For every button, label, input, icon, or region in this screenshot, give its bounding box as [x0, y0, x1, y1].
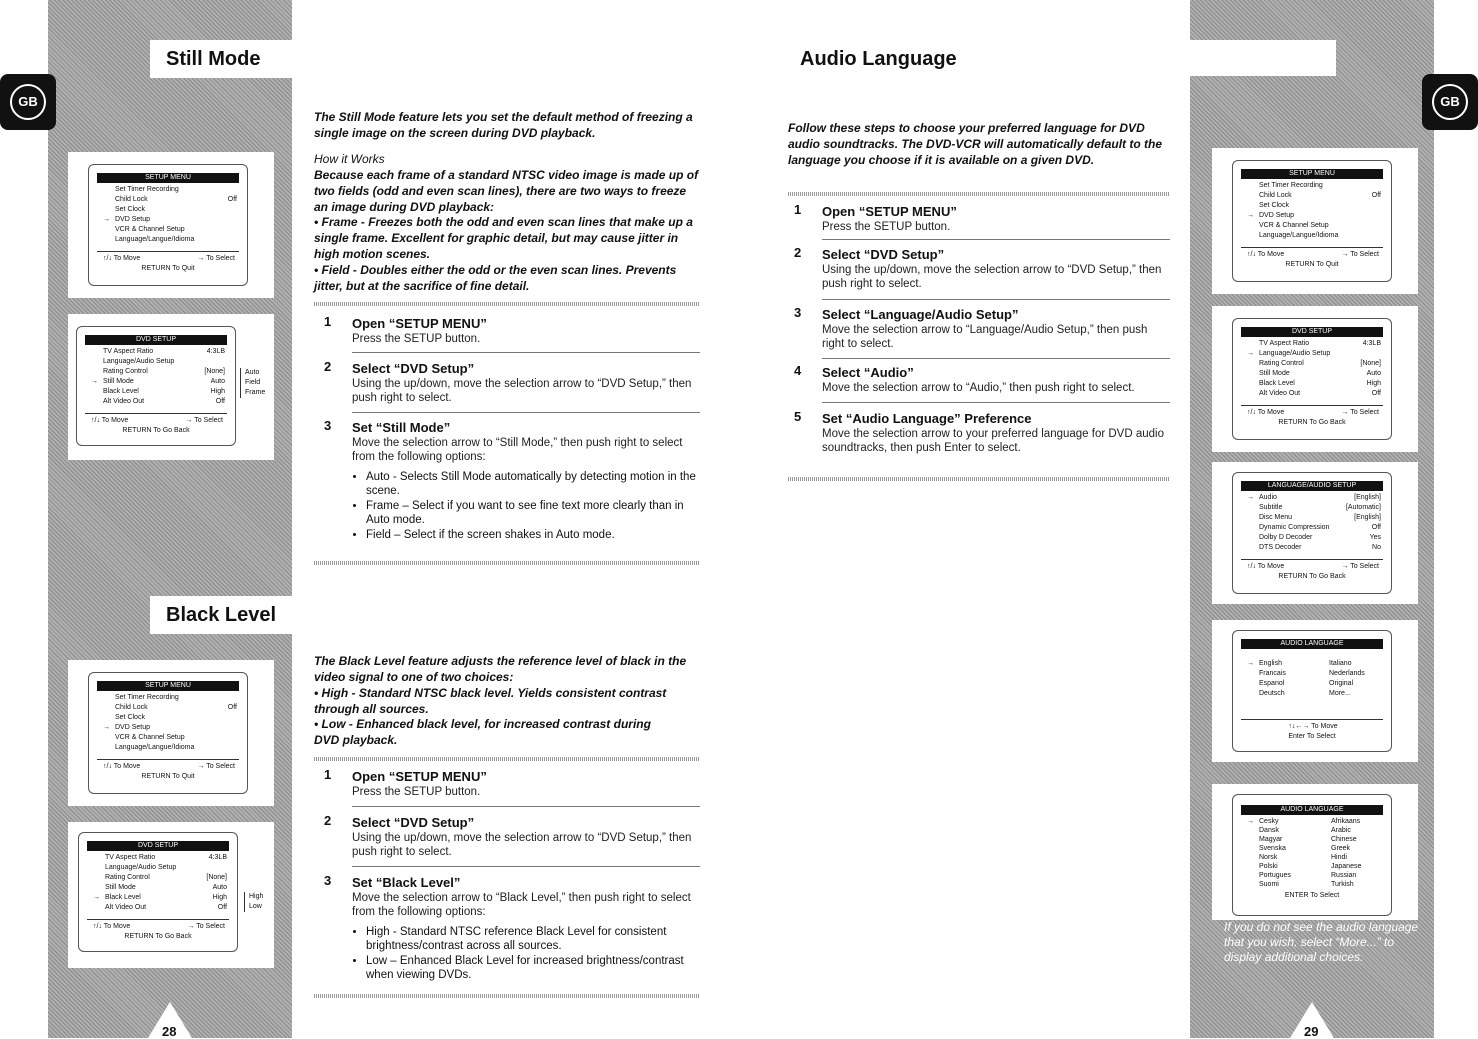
step-number: 3: [324, 873, 332, 888]
option-label: Frame: [245, 389, 266, 396]
osd-row-value: [English]: [1354, 494, 1381, 501]
step-title: Select “DVD Setup”: [352, 361, 475, 376]
osd-row-value: [None]: [1360, 360, 1381, 367]
gb-badge-right: [1422, 74, 1478, 130]
osd-row-label: Set Timer Recording: [1259, 182, 1323, 189]
osd-back: RETURN To Go Back: [1278, 573, 1346, 580]
title-tab-extension: [1190, 40, 1336, 76]
osd-row-value: More...: [1329, 690, 1351, 697]
osd-row-value: High: [1366, 380, 1381, 387]
step-text: Move the selection arrow to “Language/Audio Setup,” then push right to select.: [822, 324, 1148, 350]
osd-header: AUDIO LANGUAGE: [1241, 639, 1383, 649]
osd-header: LANGUAGE/AUDIO SETUP: [1241, 481, 1383, 491]
osd-enter: ENTER To Select: [1284, 892, 1340, 899]
step-title: Set “Black Level”: [352, 875, 461, 890]
osd-row-value: Off: [217, 904, 227, 911]
option-label: High: [249, 893, 264, 900]
osd-quit: RETURN To Quit: [141, 265, 195, 272]
osd-row-value: Off: [1371, 524, 1381, 531]
osd-row-value: High: [212, 894, 227, 901]
step-title: Open “SETUP MENU”: [822, 204, 957, 219]
page-number-left: 28: [162, 1024, 177, 1039]
osd-row-label: Disc Menu: [1259, 514, 1293, 521]
black-step-1: [324, 768, 700, 799]
osd-move: ↑/↓ To Move: [1247, 409, 1285, 416]
osd-row-label: Dolby D Decoder: [1259, 534, 1313, 541]
step-number: 4: [794, 363, 802, 378]
osd-row-value: [None]: [204, 368, 225, 375]
osd-move: ↑/↓ To Move: [93, 923, 131, 930]
step-text: Using the up/down, move the selection arrow to “DVD Setup,” then push right to select.: [352, 832, 692, 858]
osd-header: SETUP MENU: [97, 681, 239, 691]
still-mode-intro: The Still Mode feature lets you set the default method of freezing a single image on the screen during DVD playback.: [314, 110, 693, 140]
osd-row-label: Language/Audio Setup: [105, 864, 177, 871]
step-text: Press the SETUP button.: [352, 333, 481, 345]
osd-back: RETURN To Go Back: [1278, 419, 1346, 426]
osd-row-label: Portugues: [1259, 872, 1291, 879]
step-title: Select “Language/Audio Setup”: [822, 307, 1019, 322]
separator: [788, 477, 1170, 481]
osd-row-value: Turkish: [1331, 881, 1354, 888]
still-how-body: Because each frame of a standard NTSC video image is made up of two fields (odd and even scan lines), there are two ways to freeze an image during DVD playback:: [314, 168, 699, 214]
osd-row-label: VCR & Channel Setup: [115, 734, 185, 741]
osd-row-value: Nederlands: [1329, 670, 1365, 677]
option-item: • Frame – Select if you want to see fine text more clearly than in Auto mode.: [366, 499, 700, 527]
step-divider: [352, 412, 700, 413]
osd-setup-menu: [88, 672, 248, 794]
osd-row-label: Norsk: [1259, 854, 1278, 861]
step-title: Select “Audio”: [822, 365, 914, 380]
osd-row-value: Japanese: [1331, 863, 1362, 870]
osd-row-label: Subtitle: [1259, 504, 1283, 511]
osd-row-value: Off: [1371, 192, 1381, 199]
osd-row-label: Black Level: [1259, 380, 1295, 387]
osd-back: RETURN To Go Back: [124, 933, 192, 940]
black-level-intro: The Black Level feature adjusts the reference level of black in the video signal to one of two choices:: [314, 654, 687, 684]
osd-header: DVD SETUP: [1241, 327, 1383, 337]
osd-row-value: Afrikaans: [1331, 818, 1361, 825]
osd-row-value: No: [1372, 544, 1381, 551]
osd-row-label: Rating Control: [105, 874, 150, 881]
step-text: Press the SETUP button.: [352, 786, 481, 798]
step-title: Select “DVD Setup”: [352, 815, 475, 830]
osd-row-value: [None]: [206, 874, 227, 881]
osd-row-label: → Language/Audio Setup: [1259, 350, 1331, 357]
black-step-3: [324, 874, 700, 983]
step-number: 5: [794, 409, 802, 424]
step-number: 3: [794, 305, 802, 320]
osd-move: ↑/↓ To Move: [1247, 251, 1285, 258]
osd-move: ↑/↓ To Move: [103, 763, 141, 770]
step-text: Move the selection arrow to “Audio,” then push right to select.: [822, 382, 1135, 394]
still-step-2: [324, 360, 700, 405]
more-languages-note: If you do not see the audio language that you wish, select “More...” to display additional choices.: [1224, 920, 1419, 964]
osd-row-label: Language/Langue/Idioma: [1259, 232, 1339, 239]
step-number: 3: [324, 418, 332, 433]
osd-quit: RETURN To Quit: [1285, 261, 1339, 268]
step-title: Open “SETUP MENU”: [352, 316, 487, 331]
osd-audio-language-more: [1232, 794, 1392, 916]
osd-row-value: [Automatic]: [1345, 504, 1381, 511]
step-title: Select “DVD Setup”: [822, 247, 945, 262]
osd-dvd-setup: [78, 832, 238, 952]
osd-setup-menu: [1232, 160, 1392, 282]
step-divider: [822, 402, 1170, 403]
still-step-1: [324, 315, 700, 346]
step-text: Move the selection arrow to your preferred language for DVD audio soundtracks, then push Enter to select.: [822, 428, 1164, 454]
black-level-title: Black Level: [150, 596, 308, 634]
still-how-title: How it Works: [314, 152, 385, 166]
osd-row-value: 4:3LB: [208, 854, 227, 861]
osd-row-value: Auto: [210, 378, 225, 385]
step-number: 2: [324, 359, 332, 374]
step-number: 1: [324, 767, 332, 782]
osd-row-value: Off: [1371, 390, 1381, 397]
osd-row-label: TV Aspect Ratio: [103, 348, 154, 355]
osd-row-label: Set Clock: [115, 714, 145, 721]
osd-row-label: Francais: [1259, 670, 1286, 677]
osd-row-label: Deutsch: [1259, 690, 1285, 697]
osd-row-label: VCR & Channel Setup: [1259, 222, 1329, 229]
step-number: 2: [324, 813, 332, 828]
audio-language-title: Audio Language: [786, 40, 1332, 78]
osd-row-label: → English: [1259, 660, 1282, 667]
audio-step-2: [794, 246, 1170, 291]
step-text: Press the SETUP button.: [822, 221, 951, 233]
osd-row-value: Arabic: [1331, 827, 1351, 834]
osd-row-label: Set Clock: [1259, 202, 1289, 209]
osd-row-label: Set Timer Recording: [115, 694, 179, 701]
step-title: Open “SETUP MENU”: [352, 769, 487, 784]
option-item: • Field – Select if the screen shakes in Auto mode.: [366, 528, 700, 542]
step-divider: [352, 866, 700, 867]
step-divider: [352, 806, 700, 807]
step-text: Move the selection arrow to “Still Mode,” then push right to select from the following options:: [352, 437, 683, 463]
osd-row-label: Polski: [1259, 863, 1278, 870]
osd-row-value: High: [210, 388, 225, 395]
osd-row-value: Greek: [1331, 845, 1351, 852]
osd-row-label: Svenska: [1259, 845, 1286, 852]
osd-audio-language: [1232, 630, 1392, 752]
option-item: • Low – Enhanced Black Level for increased brightness/contrast when viewing DVDs.: [366, 954, 700, 982]
still-mode-options: [240, 368, 265, 398]
step-divider: [822, 299, 1170, 300]
step-text: Using the up/down, move the selection arrow to “DVD Setup,” then push right to select.: [822, 264, 1162, 290]
osd-row-label: Alt Video Out: [105, 904, 147, 911]
osd-row-label: Still Mode: [105, 884, 136, 891]
osd-back: RETURN To Go Back: [122, 427, 190, 434]
osd-header: DVD SETUP: [85, 335, 227, 345]
step-title: Set “Still Mode”: [352, 420, 451, 435]
audio-step-1: [794, 203, 1170, 234]
osd-row-label: Dansk: [1259, 827, 1279, 834]
osd-select: → To Select: [197, 763, 235, 770]
still-bullet-frame: • Frame - Freezes both the odd and even scan lines that make up a single frame. Excellent for graphic detail, but may cause jitter in high motion scenes.: [314, 215, 693, 261]
audio-step-3: [794, 306, 1170, 351]
osd-row-value: Yes: [1369, 534, 1381, 541]
osd-row-label: TV Aspect Ratio: [105, 854, 156, 861]
osd-select: → To Select: [1341, 409, 1379, 416]
osd-row-label: → Still Mode: [103, 378, 134, 385]
separator: [314, 302, 700, 306]
osd-quit: RETURN To Quit: [141, 773, 195, 780]
step-divider: [822, 358, 1170, 359]
osd-row-value: Off: [215, 398, 225, 405]
step-text: Move the selection arrow to “Black Level,” then push right to select from the following options:: [352, 892, 691, 918]
osd-row-label: Language/Langue/Idioma: [115, 744, 195, 751]
audio-step-4: [794, 364, 1170, 395]
osd-enter: Enter To Select: [1288, 733, 1336, 740]
osd-row-label: Suomi: [1259, 881, 1279, 888]
osd-row-value: Italiano: [1329, 660, 1352, 667]
osd-row-label: Rating Control: [1259, 360, 1304, 367]
osd-row-label: Set Clock: [115, 206, 145, 213]
osd-row-label: Magyar: [1259, 836, 1283, 843]
step-text: Using the up/down, move the selection arrow to “DVD Setup,” then push right to select.: [352, 378, 692, 404]
osd-row-label: → DVD Setup: [115, 724, 151, 731]
osd-row-value: Original: [1329, 680, 1354, 687]
osd-row-label: Rating Control: [103, 368, 148, 375]
osd-row-label: → DVD Setup: [115, 216, 151, 223]
osd-row-label: VCR & Channel Setup: [115, 226, 185, 233]
osd-move: ↑/↓ To Move: [103, 255, 141, 262]
osd-row-value: Auto: [212, 884, 227, 891]
step-number: 2: [794, 245, 802, 260]
step-title: Set “Audio Language” Preference: [822, 411, 1032, 426]
osd-move: ↑/↓ To Move: [1247, 563, 1285, 570]
osd-dvd-setup: [1232, 318, 1392, 440]
still-mode-title: Still Mode: [150, 40, 308, 78]
osd-row-value: Off: [227, 196, 237, 203]
osd-header: AUDIO LANGUAGE: [1241, 805, 1383, 815]
osd-header: SETUP MENU: [97, 173, 239, 183]
black-level-options: [244, 892, 263, 912]
option-item: • High - Standard NTSC reference Black Level for consistent brightness/contrast across all sources.: [366, 925, 700, 953]
step-divider: [352, 352, 700, 353]
osd-row-label: Child Lock: [115, 196, 148, 203]
osd-row-label: → Black Level: [105, 894, 141, 901]
separator: [314, 994, 700, 998]
osd-row-label: TV Aspect Ratio: [1259, 340, 1310, 347]
osd-dvd-setup: [76, 326, 236, 446]
osd-row-label: → DVD Setup: [1259, 212, 1295, 219]
audio-language-intro: Follow these steps to choose your preferred language for DVD audio soundtracks. The DVD-VCR will automatically default to the language you choose if it is available on a given DVD.: [788, 121, 1163, 167]
osd-row-label: → Cesky: [1259, 818, 1279, 825]
osd-select: → To Select: [197, 255, 235, 262]
still-step-3: [324, 419, 700, 543]
osd-move: ↑/↓ To Move: [91, 417, 129, 424]
osd-row-value: Hindi: [1331, 854, 1347, 861]
option-label: Auto: [245, 369, 260, 376]
gb-label: GB: [10, 84, 46, 120]
osd-row-label: DTS Decoder: [1259, 544, 1302, 551]
black-bullet-low: • Low - Enhanced black level, for increased contrast during DVD playback.: [314, 717, 651, 747]
separator: [314, 561, 700, 565]
black-step-2: [324, 814, 700, 859]
step-number: 1: [324, 314, 332, 329]
osd-row-label: Espanol: [1259, 680, 1285, 687]
osd-row-label: Alt Video Out: [1259, 390, 1301, 397]
osd-header: DVD SETUP: [87, 841, 229, 851]
gb-badge-left: [0, 74, 56, 130]
option-item: • Auto - Selects Still Mode automatically by detecting motion in the scene.: [366, 470, 700, 498]
osd-row-value: Chinese: [1331, 836, 1357, 843]
osd-row-value: Off: [227, 704, 237, 711]
osd-language-setup: [1232, 472, 1392, 594]
osd-row-label: Dynamic Compression: [1259, 524, 1330, 531]
osd-select: → To Select: [1341, 563, 1379, 570]
still-bullet-field: • Field - Doubles either the odd or the even scan lines. Prevents jitter, but at the sacrifice of fine detail.: [314, 263, 677, 293]
osd-setup-menu: [88, 164, 248, 286]
osd-row-label: Language/Audio Setup: [103, 358, 175, 365]
osd-row-value: Auto: [1366, 370, 1381, 377]
osd-row-label: → Audio: [1259, 494, 1277, 501]
osd-row-value: Russian: [1331, 872, 1357, 879]
black-bullet-high: • High - Standard NTSC black level. Yields consistent contrast through all sources.: [314, 686, 667, 716]
osd-select: → To Select: [185, 417, 223, 424]
osd-row-label: Language/Langue/Idioma: [115, 236, 195, 243]
step-number: 1: [794, 202, 802, 217]
osd-row-label: Child Lock: [1259, 192, 1292, 199]
osd-row-value: 4:3LB: [1362, 340, 1381, 347]
osd-row-label: Set Timer Recording: [115, 186, 179, 193]
osd-row-label: Still Mode: [1259, 370, 1290, 377]
option-label: Low: [249, 903, 262, 910]
page-number-right: 29: [1304, 1024, 1319, 1039]
osd-row-value: [English]: [1354, 514, 1381, 521]
gb-label: GB: [1432, 84, 1468, 120]
step-divider: [822, 239, 1170, 240]
audio-step-5: [794, 410, 1170, 455]
osd-row-label: Child Lock: [115, 704, 148, 711]
osd-select: → To Select: [1341, 251, 1379, 258]
separator: [314, 757, 700, 761]
osd-select: → To Select: [187, 923, 225, 930]
option-label: Field: [245, 379, 261, 386]
osd-header: SETUP MENU: [1241, 169, 1383, 179]
osd-move: ↑↓←→ To Move: [1288, 723, 1338, 730]
osd-row-label: Alt Video Out: [103, 398, 145, 405]
separator: [788, 192, 1170, 196]
osd-row-label: Black Level: [103, 388, 139, 395]
osd-row-value: 4:3LB: [206, 348, 225, 355]
